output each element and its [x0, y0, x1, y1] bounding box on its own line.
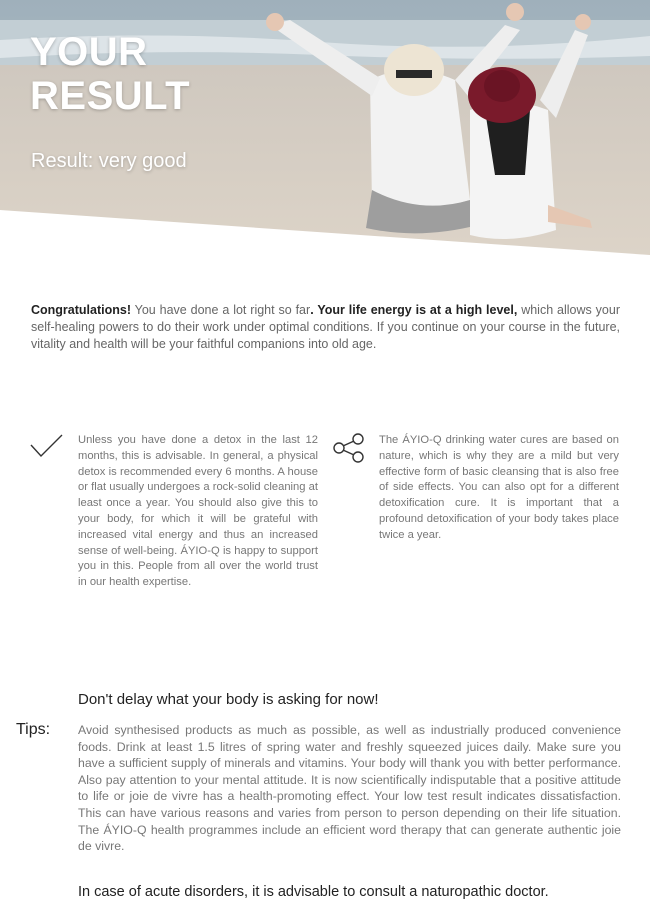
water-cure-text: The ÁYIO-Q drinking water cures are based on nature, which is why they are a mild but very effective form of basic cleansing that is also free of side effects. You can also opt for a different detoxification cure. It is important that a profound detoxification of your body takes place twice a year.: [379, 434, 619, 541]
intro-paragraph: [31, 302, 620, 353]
intro-part-2: which allows your self-healing powers to do their work under optimal conditions. If you continue on your course in the future, vitality and health will be your faithful companions into old age.: [31, 303, 620, 351]
detox-advice-text: Unless you have done a detox in the last 12 months, this is advisable. In general, a physical detox is recommended every 6 months. A house or flat usually undergoes a rock-solid cleaning at least once a year. You should also give this to your body, for which it will be grateful with increased vital energy and thus an increased sense of well-being. ÁYIO-Q is happy to support you in this. People from all over the world trust in our health expertise.: [78, 434, 318, 589]
tips-label: Tips:: [16, 721, 51, 738]
tips-text: Avoid synthesised products as much as possible, as well as industrially produced convenience foods. Drink at least 1.5 litres of spring water and freshly squeezed juices daily. Make sure you have a sufficient supply of minerals and vitamins. Your body will thank you with better performance. Also pay attention to your mental attitude. It is now scientifically indisputable that a positive attitude to life or joie de vivre has a health-promoting effect. Your low test result indicates dissatisfaction. This can have various reasons and varies from person to person depending on their life situation. The ÁYIO-Q health programmes include an efficient word therapy that can generate authentic joie de vivre.: [78, 723, 621, 854]
intro-part-1: You have done a lot right so far: [131, 303, 311, 317]
intro-congrats: Congratulations!: [31, 303, 131, 317]
result-subtitle: Result: very good: [31, 150, 187, 172]
intro-strong: . Your life energy is at a high level,: [310, 303, 518, 317]
title-line-2: RESULT: [30, 74, 191, 118]
tips-heading: Don't delay what your body is asking for now!: [78, 691, 379, 708]
hero-banner: [0, 0, 650, 260]
checkmark-icon: [30, 433, 64, 459]
share-icon: [332, 433, 366, 463]
title-line-1: YOUR: [30, 30, 148, 74]
footer-note: In case of acute disorders, it is advisable to consult a naturopathic doctor.: [78, 884, 549, 900]
page-title: [30, 30, 190, 118]
